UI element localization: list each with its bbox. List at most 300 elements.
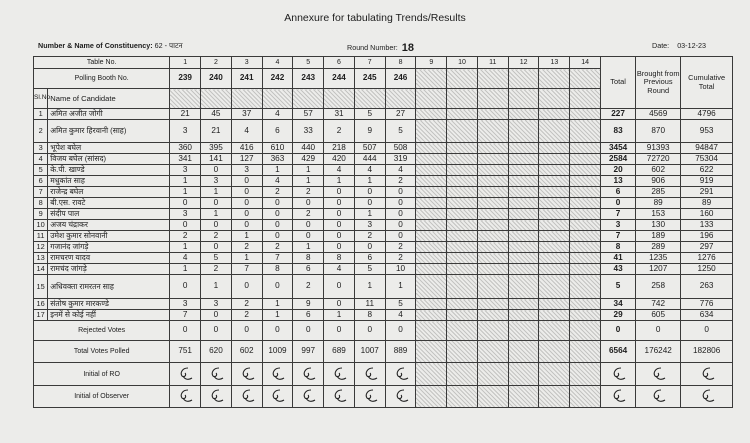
vote-count: 1 (354, 176, 385, 187)
cumulative-total: 776 (681, 299, 733, 310)
handwritten-initial-icon (268, 366, 286, 383)
vote-count: 0 (262, 209, 293, 220)
unused-table-cell (447, 386, 478, 408)
handwritten-initial-icon (207, 388, 225, 405)
unused-table-cell (447, 143, 478, 154)
signature-cell (385, 363, 416, 386)
vote-count: 0 (324, 187, 355, 198)
vote-count: 0 (231, 198, 262, 209)
unused-table-cell (539, 165, 570, 176)
vote-count: 1 (231, 253, 262, 264)
unused-table-cell (477, 143, 508, 154)
candidate-name: बी.एस. रावटे (48, 198, 170, 209)
serial-number: 4 (34, 154, 48, 165)
unused-table-cell (447, 89, 478, 109)
round-total: 83 (601, 120, 636, 143)
vote-count: 0 (385, 220, 416, 231)
vote-count: 1009 (262, 341, 293, 363)
unused-table-cell (570, 187, 601, 198)
serial-number: 16 (34, 299, 48, 310)
vote-count: 8 (293, 253, 324, 264)
table-number: 12 (508, 57, 539, 69)
unused-table-cell (416, 143, 447, 154)
vote-count: 341 (170, 154, 201, 165)
cumulative-total: 182806 (681, 341, 733, 363)
cumulative-total: 94847 (681, 143, 733, 154)
unused-table-cell (508, 253, 539, 264)
cumulative-total: 953 (681, 120, 733, 143)
vote-count: 0 (293, 231, 324, 242)
table-number: 3 (231, 57, 262, 69)
handwritten-initial-icon (207, 366, 225, 383)
vote-count: 0 (324, 275, 355, 299)
vote-count: 45 (201, 109, 232, 120)
vote-count: 21 (170, 109, 201, 120)
unused-table-cell (477, 299, 508, 310)
unused-table-cell (416, 321, 447, 341)
vote-count: 0 (201, 242, 232, 253)
unused-table-cell (416, 176, 447, 187)
round-total: 7 (601, 231, 636, 242)
vote-count: 1007 (354, 341, 385, 363)
vote-count: 1 (262, 165, 293, 176)
unused-table-cell (477, 69, 508, 89)
vote-count: 1 (170, 242, 201, 253)
candidate-name: उमेश कुमार सोनवानी (48, 231, 170, 242)
unused-table-cell (570, 275, 601, 299)
unused-table-cell (293, 89, 324, 109)
vote-count: 4 (231, 120, 262, 143)
cumulative-total: 263 (681, 275, 733, 299)
serial-number: 8 (34, 198, 48, 209)
candidate-name: अजय चंद्राकर (48, 220, 170, 231)
round-total: 5 (601, 275, 636, 299)
vote-count: 7 (262, 253, 293, 264)
previous-round-total: 72720 (636, 154, 681, 165)
vote-count: 0 (354, 187, 385, 198)
candidate-name: अमित कुमार हिरवानी (साह) (48, 120, 170, 143)
round-total: 13 (601, 176, 636, 187)
vote-count: 751 (170, 341, 201, 363)
vote-count: 0 (385, 209, 416, 220)
unused-table-cell (447, 69, 478, 89)
round-total: 43 (601, 264, 636, 275)
unused-table-cell (447, 242, 478, 253)
constituency-header (38, 41, 183, 51)
unused-table-cell (508, 341, 539, 363)
table-number: 10 (447, 57, 478, 69)
vote-count: 37 (231, 109, 262, 120)
vote-count: 8 (324, 253, 355, 264)
vote-count: 0 (385, 231, 416, 242)
handwritten-initial-icon (361, 388, 379, 405)
cumulative-total: 1276 (681, 253, 733, 264)
previous-round-total: 258 (636, 275, 681, 299)
unused-table-cell (570, 363, 601, 386)
vote-count: 2 (385, 242, 416, 253)
cumulative-total: 919 (681, 176, 733, 187)
vote-count: 2 (201, 264, 232, 275)
vote-count: 1 (170, 187, 201, 198)
vote-count: 0 (231, 176, 262, 187)
brought-forward-header: Brought from Previous Round (636, 57, 681, 109)
vote-count: 2 (231, 310, 262, 321)
handwritten-initial-icon (392, 388, 410, 405)
vote-count: 610 (262, 143, 293, 154)
vote-count: 31 (324, 109, 355, 120)
unused-table-cell (477, 341, 508, 363)
unused-table-cell (201, 89, 232, 109)
unused-table-cell (508, 176, 539, 187)
vote-count: 0 (262, 198, 293, 209)
previous-round-total: 91393 (636, 143, 681, 154)
handwritten-initial-icon (698, 388, 716, 405)
cumulative-total: 1250 (681, 264, 733, 275)
vote-count: 0 (385, 198, 416, 209)
vote-count: 0 (324, 220, 355, 231)
initial-of-ro-row (34, 363, 733, 386)
vote-count: 0 (354, 198, 385, 209)
candidate-name: मधुकांत साह (48, 176, 170, 187)
unused-table-cell (477, 310, 508, 321)
candidate-name: संतोष कुमार मारकण्डे (48, 299, 170, 310)
vote-count: 6 (354, 253, 385, 264)
polling-booth-label: Polling Booth No. (34, 69, 170, 89)
signature-cell (231, 363, 262, 386)
candidate-name: रामचरण यादव (48, 253, 170, 264)
unused-table-cell (539, 299, 570, 310)
vote-count: 3 (170, 209, 201, 220)
candidate-name: इनमें से कोई नहीं (48, 310, 170, 321)
vote-count: 0 (324, 299, 355, 310)
vote-count: 127 (231, 154, 262, 165)
unused-table-cell (570, 89, 601, 109)
vote-count: 2 (385, 253, 416, 264)
vote-count: 429 (293, 154, 324, 165)
table-number: 7 (354, 57, 385, 69)
signature-cell (170, 386, 201, 408)
cumulative-total: 196 (681, 231, 733, 242)
vote-count: 1 (293, 242, 324, 253)
unused-table-cell (539, 275, 570, 299)
observer-label: Initial of Observer (34, 386, 170, 408)
unused-table-cell (539, 120, 570, 143)
candidate-row (34, 120, 733, 143)
signature-cell (681, 386, 733, 408)
vote-count: 0 (201, 220, 232, 231)
unused-table-cell (447, 310, 478, 321)
unused-table-cell (477, 120, 508, 143)
round-total: 2584 (601, 154, 636, 165)
vote-count: 395 (201, 143, 232, 154)
signature-cell (636, 386, 681, 408)
unused-table-cell (447, 154, 478, 165)
constituency-value: 62 - पाटन (154, 41, 183, 50)
vote-count: 5 (354, 264, 385, 275)
unused-table-cell (447, 264, 478, 275)
serial-number: 2 (34, 120, 48, 143)
vote-count: 141 (201, 154, 232, 165)
unused-table-cell (570, 120, 601, 143)
booth-number: 245 (354, 69, 385, 89)
candidate-name: अधिवक्ता रामरतन साह (48, 275, 170, 299)
signature-cell (262, 386, 293, 408)
vote-count: 1 (201, 209, 232, 220)
vote-count: 21 (201, 120, 232, 143)
round-value: 18 (401, 42, 414, 54)
signature-cell (324, 386, 355, 408)
table-number: 14 (570, 57, 601, 69)
unused-table-cell (447, 341, 478, 363)
vote-count: 8 (262, 264, 293, 275)
previous-round-total: 605 (636, 310, 681, 321)
vote-count: 2 (385, 176, 416, 187)
unused-table-cell (477, 363, 508, 386)
unused-table-cell (447, 198, 478, 209)
handwritten-initial-icon (299, 388, 317, 405)
total-header: Total (601, 57, 636, 109)
previous-round-total: 89 (636, 198, 681, 209)
vote-count: 0 (170, 275, 201, 299)
vote-count: 507 (354, 143, 385, 154)
unused-table-cell (508, 187, 539, 198)
unused-table-cell (570, 109, 601, 120)
round-header (347, 41, 414, 53)
vote-count: 10 (385, 264, 416, 275)
vote-count: 7 (231, 264, 262, 275)
table-number: 13 (539, 57, 570, 69)
unused-table-cell (570, 143, 601, 154)
unused-table-cell (539, 198, 570, 209)
signature-cell (601, 386, 636, 408)
vote-count: 5 (385, 299, 416, 310)
vote-count: 0 (170, 198, 201, 209)
unused-table-cell (447, 363, 478, 386)
vote-count: 9 (293, 299, 324, 310)
unused-table-cell (539, 264, 570, 275)
vote-count: 57 (293, 109, 324, 120)
vote-count: 1 (201, 187, 232, 198)
unused-table-cell (508, 69, 539, 89)
unused-table-cell (570, 321, 601, 341)
serial-number: 6 (34, 176, 48, 187)
previous-round-total: 870 (636, 120, 681, 143)
unused-table-cell (416, 386, 447, 408)
signature-cell (354, 363, 385, 386)
vote-count: 1 (293, 165, 324, 176)
unused-table-cell (477, 198, 508, 209)
round-total: 0 (601, 321, 636, 341)
unused-table-cell (570, 231, 601, 242)
handwritten-initial-icon (176, 366, 194, 383)
candidate-row (34, 143, 733, 154)
candidate-row (34, 209, 733, 220)
candidate-row (34, 154, 733, 165)
signature-cell (201, 363, 232, 386)
handwritten-initial-icon (361, 366, 379, 383)
unused-table-cell (447, 165, 478, 176)
initial-of-observer-row (34, 386, 733, 408)
rejected-label: Rejected Votes (34, 321, 170, 341)
unused-table-cell (477, 220, 508, 231)
unused-table-cell (508, 198, 539, 209)
signature-cell (601, 363, 636, 386)
candidate-name: राजेन्द्र बघेल (48, 187, 170, 198)
unused-table-cell (447, 109, 478, 120)
round-total: 6564 (601, 341, 636, 363)
unused-table-cell (416, 69, 447, 89)
vote-count: 0 (231, 220, 262, 231)
vote-count: 4 (324, 264, 355, 275)
unused-table-cell (570, 253, 601, 264)
unused-table-cell (447, 209, 478, 220)
vote-count: 620 (201, 341, 232, 363)
serial-number: 10 (34, 220, 48, 231)
vote-count: 3 (170, 120, 201, 143)
unused-table-cell (508, 386, 539, 408)
vote-count: 1 (262, 310, 293, 321)
unused-table-cell (447, 231, 478, 242)
vote-count: 4 (324, 165, 355, 176)
candidate-name: विजय बघेल (सांसद) (48, 154, 170, 165)
previous-round-total: 285 (636, 187, 681, 198)
signature-cell (293, 386, 324, 408)
vote-count: 3 (231, 165, 262, 176)
unused-table-cell (508, 143, 539, 154)
unused-table-cell (539, 89, 570, 109)
signature-cell (354, 386, 385, 408)
unused-table-cell (508, 299, 539, 310)
round-total: 41 (601, 253, 636, 264)
unused-table-cell (447, 321, 478, 341)
handwritten-initial-icon (268, 388, 286, 405)
unused-table-cell (416, 209, 447, 220)
signature-cell (170, 363, 201, 386)
handwritten-initial-icon (330, 366, 348, 383)
table-number: 2 (201, 57, 232, 69)
vote-count: 1 (324, 310, 355, 321)
unused-table-cell (447, 187, 478, 198)
round-total: 6 (601, 187, 636, 198)
vote-count: 3 (201, 299, 232, 310)
candidate-row (34, 264, 733, 275)
round-total: 3454 (601, 143, 636, 154)
vote-count: 27 (385, 109, 416, 120)
candidate-row (34, 220, 733, 231)
cumulative-total: 4796 (681, 109, 733, 120)
vote-count: 440 (293, 143, 324, 154)
date-label: Date: (652, 41, 670, 50)
unused-table-cell (477, 321, 508, 341)
table-number: 5 (293, 57, 324, 69)
vote-count: 4 (262, 109, 293, 120)
vote-count: 33 (293, 120, 324, 143)
vote-count: 3 (170, 299, 201, 310)
unused-table-cell (416, 310, 447, 321)
serial-number: 5 (34, 165, 48, 176)
unused-table-cell (508, 242, 539, 253)
unused-table-cell (508, 109, 539, 120)
candidate-row (34, 109, 733, 120)
unused-table-cell (477, 242, 508, 253)
unused-table-cell (416, 253, 447, 264)
vote-count: 3 (201, 176, 232, 187)
previous-round-total: 189 (636, 231, 681, 242)
vote-count: 7 (170, 310, 201, 321)
unused-table-cell (539, 310, 570, 321)
candidate-row (34, 310, 733, 321)
vote-count: 602 (231, 341, 262, 363)
unused-table-cell (231, 89, 262, 109)
vote-count: 6 (293, 264, 324, 275)
unused-table-cell (354, 89, 385, 109)
unused-table-cell (539, 231, 570, 242)
unused-table-cell (385, 89, 416, 109)
unused-table-cell (416, 220, 447, 231)
unused-table-cell (508, 275, 539, 299)
unused-table-cell (170, 89, 201, 109)
vote-count: 508 (385, 143, 416, 154)
table-number: 11 (477, 57, 508, 69)
handwritten-initial-icon (299, 366, 317, 383)
vote-count: 5 (354, 109, 385, 120)
cumulative-total: 133 (681, 220, 733, 231)
serial-number: 1 (34, 109, 48, 120)
unused-table-cell (539, 143, 570, 154)
handwritten-initial-icon (609, 366, 627, 383)
unused-table-cell (477, 154, 508, 165)
vote-count: 0 (201, 310, 232, 321)
handwritten-initial-icon (176, 388, 194, 405)
vote-count: 0 (385, 187, 416, 198)
unused-table-cell (477, 89, 508, 109)
vote-count: 1 (293, 176, 324, 187)
serial-number: 14 (34, 264, 48, 275)
vote-count: 0 (231, 275, 262, 299)
unused-table-cell (416, 275, 447, 299)
vote-count: 4 (385, 165, 416, 176)
unused-table-cell (262, 89, 293, 109)
unused-table-cell (570, 165, 601, 176)
serial-number: 12 (34, 242, 48, 253)
signature-cell (231, 386, 262, 408)
unused-table-cell (539, 187, 570, 198)
slno-header: Sl.No. (34, 89, 48, 109)
vote-count: 0 (293, 321, 324, 341)
vote-count: 2 (262, 242, 293, 253)
unused-table-cell (447, 120, 478, 143)
candidate-row (34, 176, 733, 187)
cumulative-header: Cumulative Total (681, 57, 733, 109)
vote-count: 2 (231, 299, 262, 310)
unused-table-cell (570, 154, 601, 165)
unused-table-cell (539, 176, 570, 187)
table-number: 8 (385, 57, 416, 69)
unused-table-cell (477, 165, 508, 176)
unused-table-cell (570, 264, 601, 275)
unused-table-cell (416, 120, 447, 143)
cumulative-total: 75304 (681, 154, 733, 165)
candidate-row (34, 187, 733, 198)
handwritten-initial-icon (649, 366, 667, 383)
vote-count: 0 (201, 198, 232, 209)
vote-count: 0 (201, 321, 232, 341)
booth-number: 242 (262, 69, 293, 89)
total-votes-polled-row (34, 341, 733, 363)
previous-round-total: 742 (636, 299, 681, 310)
unused-table-cell (416, 299, 447, 310)
vote-count: 5 (385, 120, 416, 143)
